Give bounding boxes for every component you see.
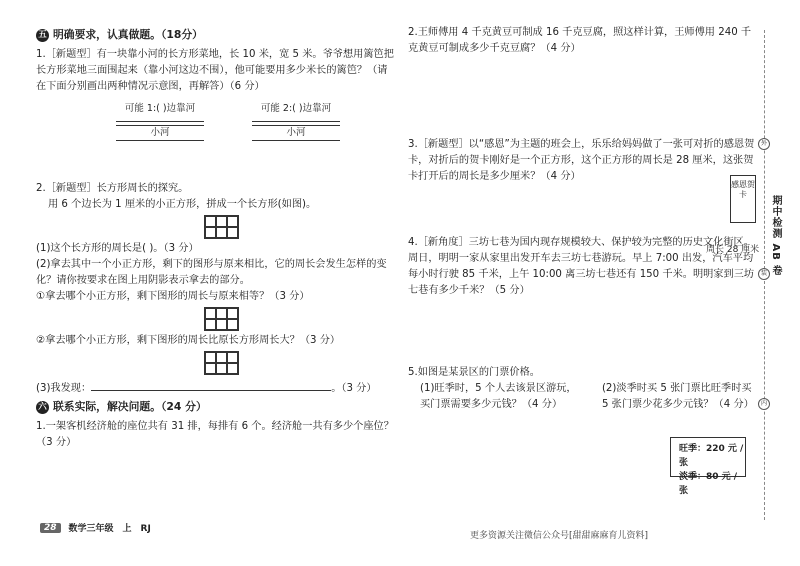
question-6-5-part2: (2)淡季时买 5 张门票比旺季时买 5 张门票少花多少元钱？（4 分） [601,383,754,410]
footer-left [40,521,151,534]
part3-score: 。（3 分） [331,383,377,394]
right-column [408,25,760,496]
figure-2-river: 小河 [252,125,340,141]
rectangle-grid-2[interactable] [204,307,396,331]
figure-2-line [252,121,340,122]
figure-1-river: 小河 [116,125,204,141]
rectangle-grid-3[interactable] [204,351,396,375]
footer-subject: 数学三年级 上 RJ [68,524,151,534]
section-5-heading [36,27,396,43]
section-5-title: 明确要求，认真做题。（18分） [53,28,203,41]
binding-hole-top: 外 [758,138,770,150]
question-5-2-intro: 用 6 个边长为 1 厘米的小正方形，拼成一个长方形(如图)。 [48,199,317,210]
figure-possibility-1 [116,101,204,141]
section-6-heading [36,399,396,415]
ticket-price-box [670,437,746,496]
part3-answer-blank[interactable] [91,390,331,391]
rectangle-grid-1 [204,215,396,239]
question-6-1: 1.一架客机经济舱的座位共有 31 排，每排有 6 个。经济舱一共有多少个座位？（3 分） [36,421,394,448]
question-5-2-part1: (1)这个长方形的周长是( )。（3 分） [36,243,199,254]
question-5-2-part3 [36,381,396,397]
figure-possibility-2 [252,101,340,141]
question-5-2-part2b: ②拿去哪个小正方形，剩下图形的周长比原长方形周长大？（3 分） [36,335,341,346]
page-number: 28 [40,523,61,533]
question-5-2-part2: (2)拿去其中一个小正方形，剩下的图形与原来相比，它的周长会发生怎样的变化？请你按要求在图上用阴影表示拿去的部分。 [36,259,387,286]
figure-1-line [116,121,204,122]
price-peak: 旺季：220 元 / 张 [679,444,744,468]
side-title: 期中检测 AB 卷 [770,195,781,277]
section-6-title: 联系实际，解决问题。（24 分） [53,400,207,413]
river-figures [116,101,396,141]
price-off: 淡季：80 元 / 张 [679,472,738,496]
question-6-2: 2.王师傅用 4 千克黄豆可制成 16 千克豆腐，照这样计算，王师傅用 240 千克黄豆可制成多少千克豆腐？（4 分） [408,27,752,54]
greeting-card-figure: 感恩贺卡 [730,175,756,223]
question-5-2-title: 2.［新题型］长方形周长的探究。 [36,183,189,194]
question-6-5-parts [408,381,760,413]
binding-hole-bottom: 内 [758,398,770,410]
part3-label: (3)我发现： [36,383,92,394]
footer-promo: 更多资源关注微信公众号[甜甜麻麻育儿资料] [470,531,649,541]
figure-1-label: 可能 1:( )边靠河 [124,103,196,114]
question-6-3: 3.［新题型］以“感恩”为主题的班会上，乐乐给妈妈做了一张可对折的感恩贺卡，对折后的贺卡刚好是一个正方形，这个正方形的周长是 28 厘米，这张贺卡打开后的周长是多少厘米？（4 分） [408,139,755,182]
question-5-1: 1.［新题型］有一块靠小河的长方形菜地，长 10 米，宽 5 米。爷爷想用篱笆把长方形菜地三面围起来（靠小河这边不围），他可能要用多少米长的篱笆？（请在下面分别画出两种情况示意图，再解答）（6 分） [36,49,394,92]
figure-2-label: 可能 2:( )边靠河 [260,103,332,114]
section-6-badge: 六 [36,401,49,414]
section-5-badge: 五 [36,29,49,42]
binding-hole-middle: 装 [758,268,770,280]
left-column [36,27,396,451]
question-6-4: 4.［新角度］三坊七巷为国内现存规模较大、保护较为完整的历史文化街区。周日，明明一家从家里出发开车去三坊七巷游玩。早上 7:00 出发，汽车平均每小时行驶 85 千米，上午 10:00 离三坊七巷还有 150 千米。明明家到三坊七巷有多少千米？（5 分） [408,237,755,296]
greeting-card-caption: 周长 28 厘米 [706,245,760,255]
question-6-5-title: 5.如图是某景区的门票价格。 [408,367,540,378]
question-6-5-part1: (1)旺季时，5 个人去该景区游玩，买门票需要多少元钱？（4 分） [420,383,577,410]
question-5-2-part2a: ①拿去哪个小正方形，剩下图形的周长与原来相等？（3 分） [36,291,310,302]
